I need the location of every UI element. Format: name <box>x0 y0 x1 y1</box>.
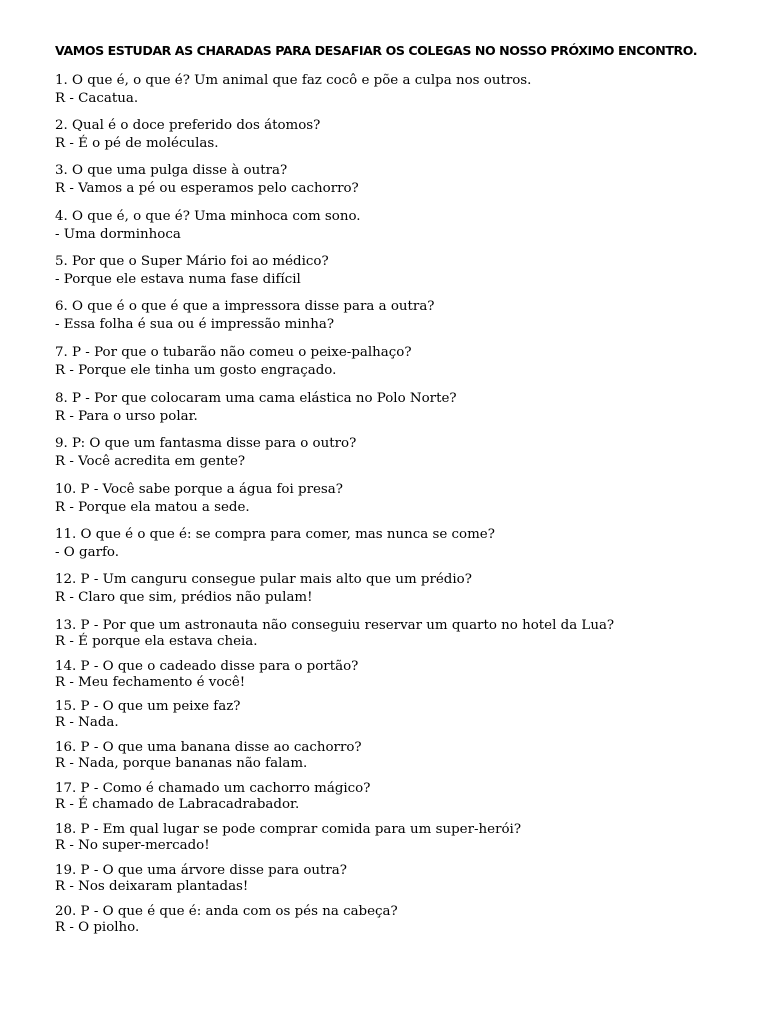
riddle-answer: R - Claro que sim, prédios não pulam! <box>55 590 313 605</box>
riddle-answer: R - Você acredita em gente? <box>55 454 246 469</box>
riddle-answer: - Essa folha é sua ou é impressão minha? <box>55 317 335 332</box>
riddle-question: 14. P - O que o cadeado disse para o portão? <box>55 659 359 674</box>
riddle-question: 1. O que é, o que é? Um animal que faz cocô e põe a culpa nos outros. <box>55 73 532 88</box>
riddle-item <box>55 481 745 517</box>
riddle-answer: R - É chamado de Labracadrabador. <box>55 797 300 812</box>
riddle-question: 13. P - Por que um astronauta não conseguiu reservar um quarto no hotel da Lua? <box>55 618 615 633</box>
riddle-item <box>55 904 745 936</box>
riddle-question: 16. P - O que uma banana disse ao cachorro? <box>55 740 362 755</box>
riddle-item <box>55 162 745 198</box>
riddle-item <box>55 659 745 691</box>
riddle-question: 11. O que é o que é: se compra para comer, mas nunca se come? <box>55 527 495 542</box>
riddle-answer: - Uma dorminhoca <box>55 227 181 242</box>
riddle-question: 9. P: O que um fantasma disse para o outro? <box>55 436 357 451</box>
riddle-question: 3. O que uma pulga disse à outra? <box>55 163 288 178</box>
riddle-question: 15. P - O que um peixe faz? <box>55 699 241 714</box>
riddle-question: 20. P - O que é que é: anda com os pés na cabeça? <box>55 904 398 919</box>
riddle-question: 4. O que é, o que é? Uma minhoca com sono. <box>55 209 361 224</box>
riddle-answer: R - Meu fechamento é você! <box>55 675 246 690</box>
riddle-answer: R - É porque ela estava cheia. <box>55 634 258 649</box>
riddle-item <box>55 435 745 471</box>
riddle-answer: R - Nos deixaram plantadas! <box>55 879 249 894</box>
riddle-item <box>55 822 745 854</box>
riddle-item <box>55 298 745 334</box>
riddle-item <box>55 117 745 153</box>
riddle-answer: R - É o pé de moléculas. <box>55 136 219 151</box>
riddle-question: 8. P - Por que colocaram uma cama elástica no Polo Norte? <box>55 391 457 406</box>
riddle-item <box>55 699 745 731</box>
riddle-item <box>55 863 745 895</box>
riddle-question: 19. P - O que uma árvore disse para outra? <box>55 863 347 878</box>
riddle-item <box>55 618 745 650</box>
riddle-question: 18. P - Em qual lugar se pode comprar comida para um super-herói? <box>55 822 521 837</box>
riddle-answer: R - Para o urso polar. <box>55 409 198 424</box>
riddle-item <box>55 253 745 289</box>
riddle-question: 10. P - Você sabe porque a água foi presa? <box>55 482 343 497</box>
riddle-answer: - O garfo. <box>55 545 120 560</box>
riddle-question: 6. O que é o que é que a impressora disse para a outra? <box>55 299 435 314</box>
riddle-item <box>55 390 745 426</box>
riddle-answer: R - O piolho. <box>55 920 140 935</box>
riddle-answer: R - Porque ela matou a sede. <box>55 500 250 515</box>
riddle-question: 12. P - Um canguru consegue pular mais alto que um prédio? <box>55 572 472 587</box>
riddle-answer: - Porque ele estava numa fase difícil <box>55 272 301 287</box>
riddle-answer: R - Porque ele tinha um gosto engraçado. <box>55 363 337 378</box>
document-title: VAMOS ESTUDAR AS CHARADAS PARA DESAFIAR OS COLEGAS NO NOSSO PRÓXIMO ENCONTRO. <box>55 43 698 58</box>
riddle-item <box>55 740 745 772</box>
riddle-question: 17. P - Como é chamado um cachorro mágico? <box>55 781 371 796</box>
riddle-item <box>55 208 745 244</box>
riddle-answer: R - Vamos a pé ou esperamos pelo cachorro? <box>55 181 359 196</box>
riddle-item <box>55 526 745 562</box>
riddle-item <box>55 72 745 108</box>
riddle-item <box>55 344 745 380</box>
riddle-answer: R - No super-mercado! <box>55 838 210 853</box>
riddle-question: 2. Qual é o doce preferido dos átomos? <box>55 118 321 133</box>
riddle-question: 5. Por que o Super Mário foi ao médico? <box>55 254 329 269</box>
riddle-answer: R - Nada. <box>55 715 119 730</box>
riddle-item <box>55 781 745 813</box>
riddle-answer: R - Cacatua. <box>55 91 139 106</box>
riddle-answer: R - Nada, porque bananas não falam. <box>55 756 308 771</box>
riddle-question: 7. P - Por que o tubarão não comeu o peixe-palhaço? <box>55 345 412 360</box>
riddle-item <box>55 571 745 607</box>
